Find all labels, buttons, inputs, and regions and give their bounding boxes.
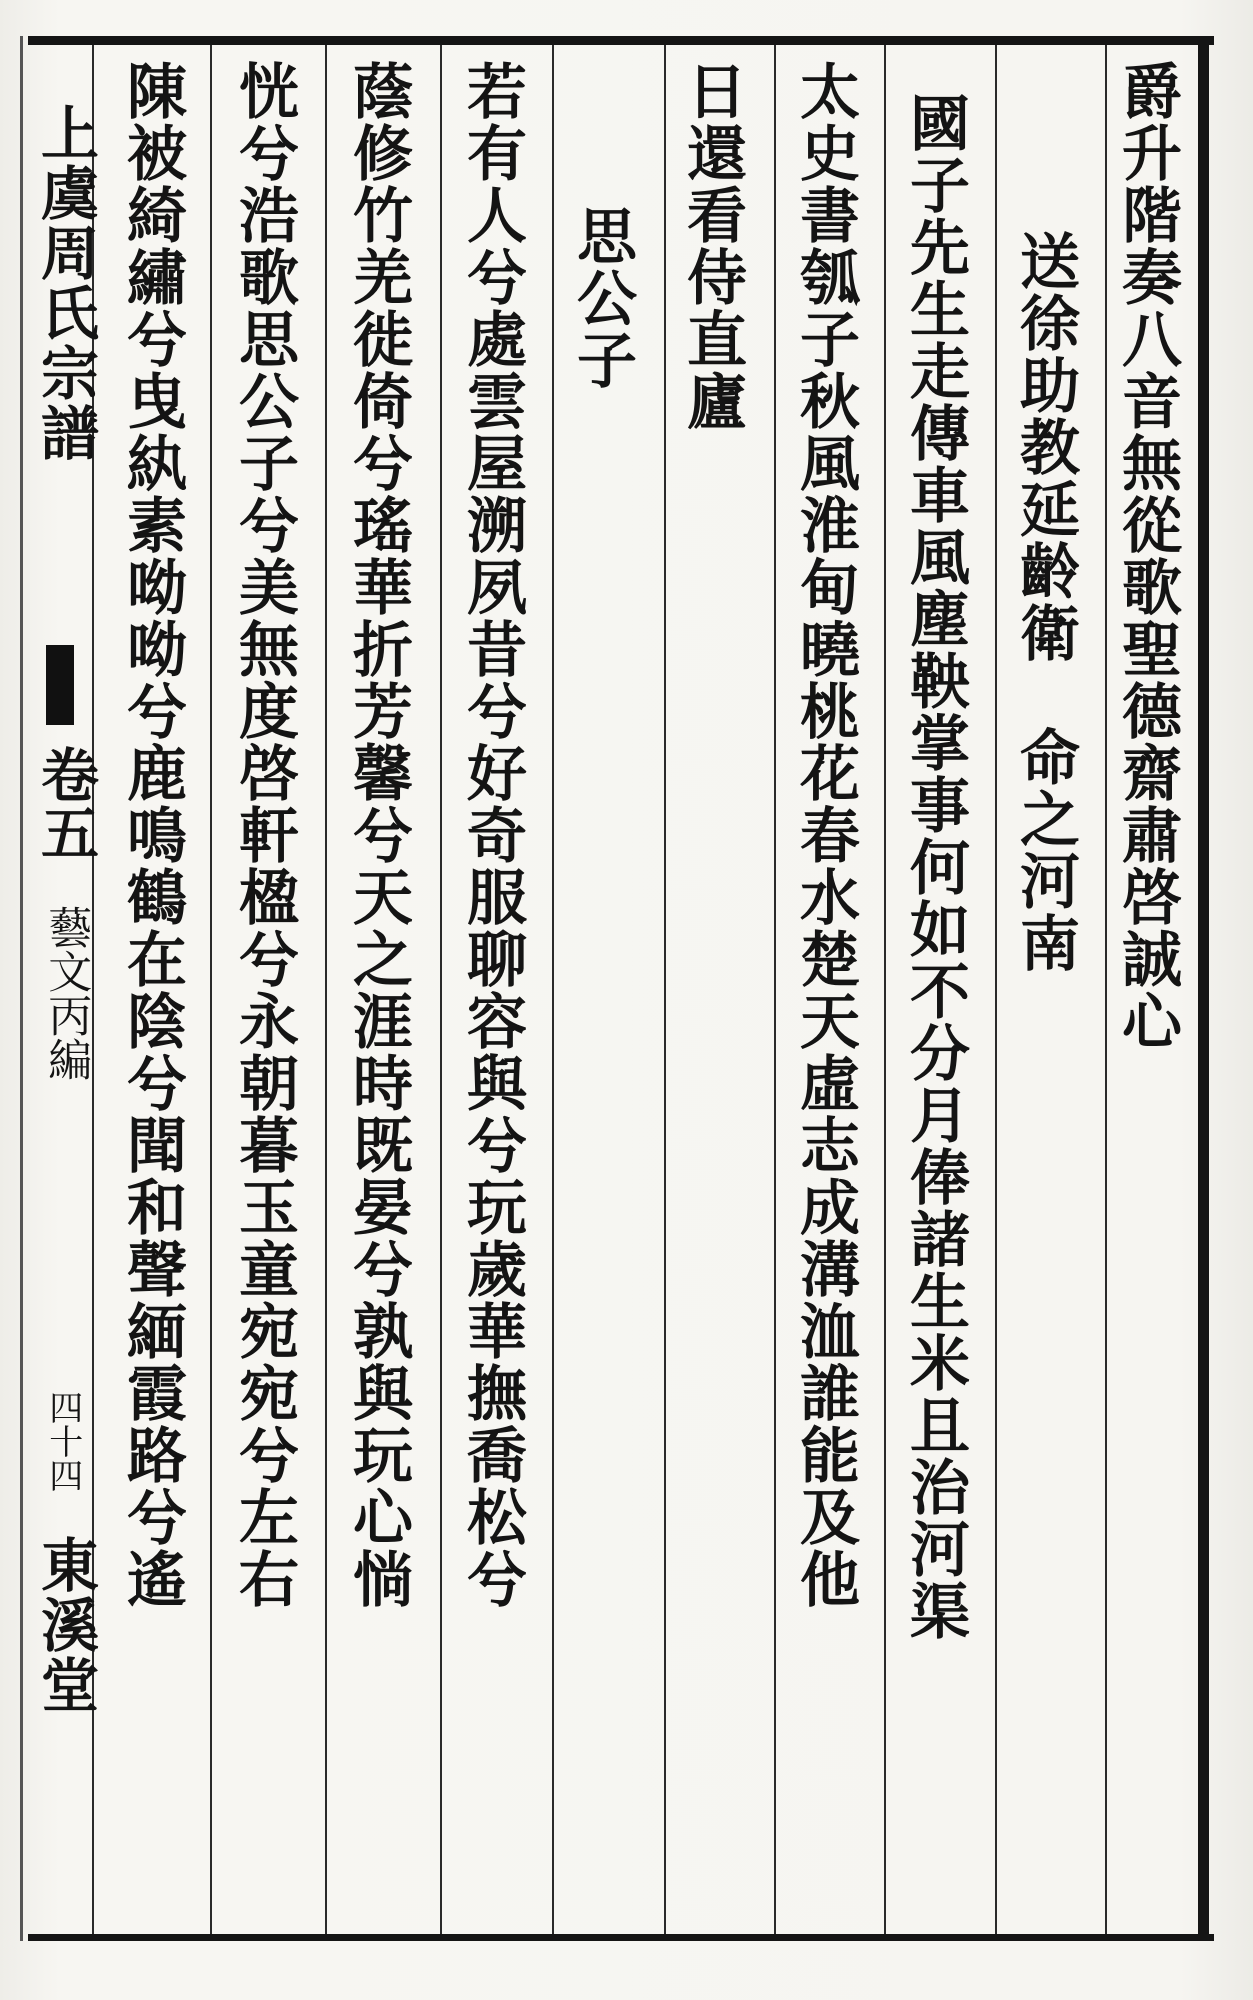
fold-section-title: 藝文丙編 [40,905,92,1081]
text-column-1: 爵升階奏八音無從歌聖德齋肅啓誠心 [1112,60,1182,1052]
text-column-9: 恍兮浩歌思公子兮美無度啓軒楹兮永朝暮玉童宛宛兮左右 [229,60,299,1610]
column-rule [552,45,554,1934]
text-column-10: 陳被綺繡兮曳紈素呦呦兮鹿鳴鶴在陰兮聞和聲緬霞路兮遙 [117,60,187,1610]
column-rule [884,45,886,1934]
fold-volume: 卷五 [31,745,99,861]
fold-fish-tail [46,645,74,725]
column-rule [1105,45,1107,1934]
text-column-5: 日還看侍直廬 [677,60,747,432]
frame-right-border [1198,36,1209,1941]
frame-top-border [28,36,1214,45]
column-rule [210,45,212,1934]
text-column-7: 若有人兮處雲屋溯夙昔兮好奇服聊容與兮玩歲華撫喬松兮 [457,60,527,1610]
text-column-6: 思公子 [567,205,637,391]
frame-left-edge [20,36,23,1941]
column-rule [995,45,997,1934]
text-column-4: 太史書瓠子秋風淮甸曉桃花春水楚天虛志成溝洫誰能及他 [790,60,860,1610]
text-column-2: 送徐助教延齡衛 命之河南 [1010,230,1080,974]
fold-press-name: 東溪堂 [31,1535,99,1715]
fold-page-number: 四十四 [42,1390,83,1492]
column-rule [664,45,666,1934]
fold-strip [30,45,99,1934]
column-rule [774,45,776,1934]
text-column-3: 國子先生走傳車風塵鞅掌事何如不分月俸諸生米且治河渠 [900,92,970,1642]
column-rule [440,45,442,1934]
fold-book-title: 上虞周氏宗譜 [31,103,99,463]
column-rule [325,45,327,1934]
text-column-8: 蔭修竹羌徙倚兮瑤華折芳馨兮天之涯時既晏兮孰與玩心惝 [343,60,413,1610]
frame-bottom-border [28,1934,1214,1941]
